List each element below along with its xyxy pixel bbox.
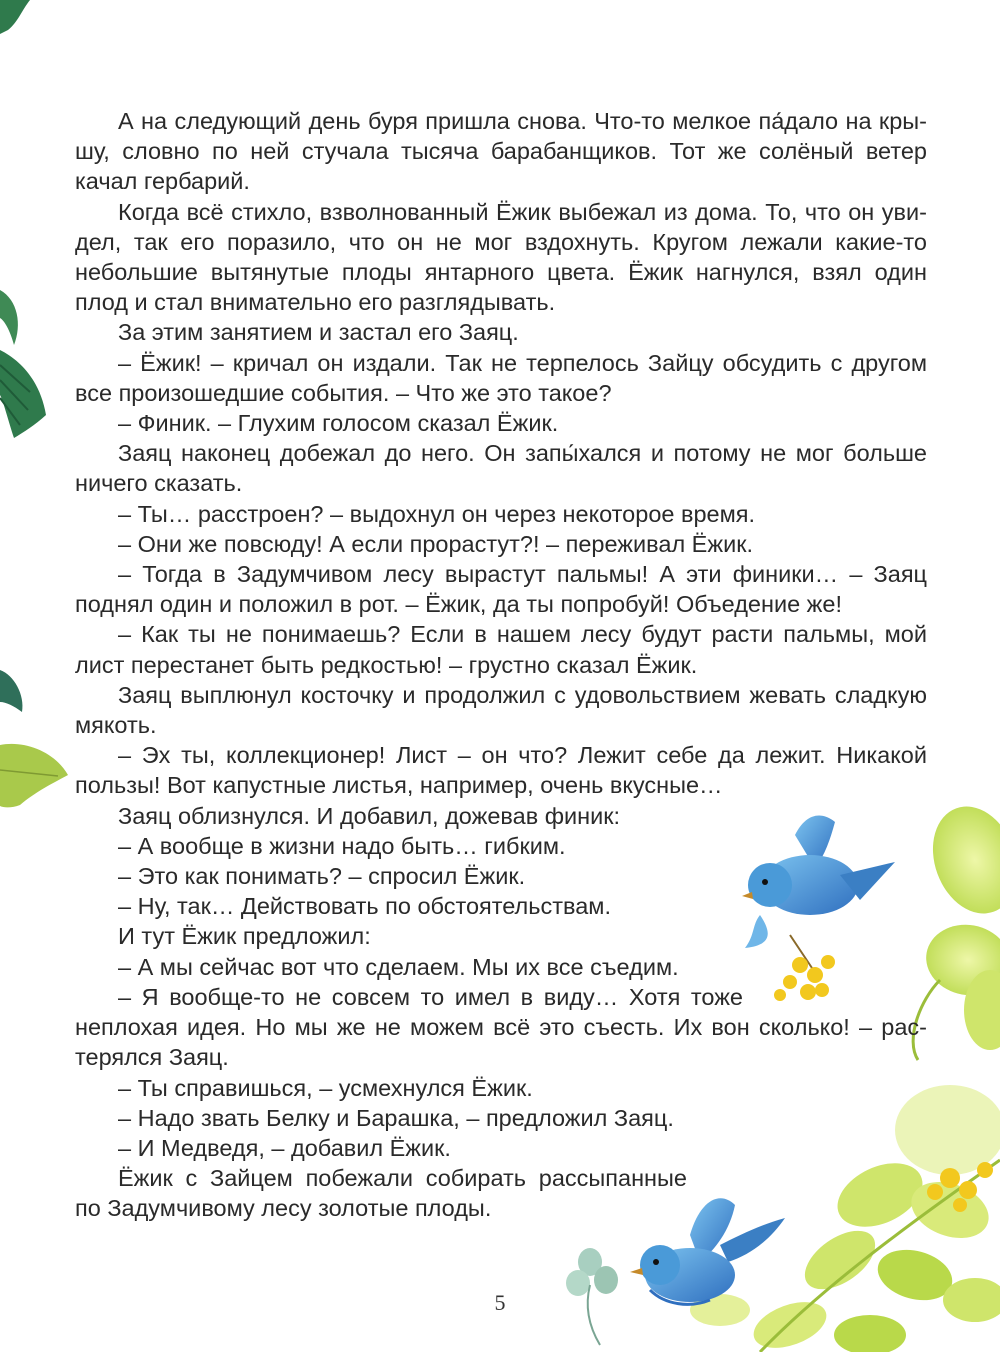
text-line: Ёжик с Зайцем побежали собирать рассыпанные [118, 1165, 687, 1192]
paragraph [75, 619, 927, 679]
text-line: неплохая идея. Но мы же не можем всё это съесть. Их вон сколько! – рас- [75, 1014, 927, 1041]
fir-needles-lower [0, 670, 22, 712]
paragraph [75, 740, 927, 800]
paragraph: – И Медведя, – добавил Ёжик. [118, 1134, 451, 1161]
paragraph [75, 1163, 927, 1223]
paragraph: – Надо звать Белку и Барашка, – предложил Заяц. [118, 1104, 674, 1131]
fir-needles-upper [0, 290, 18, 345]
text-line: – Эх ты, коллекционер! Лист – он что? Лежит себе да лежит. Никакой [118, 742, 927, 769]
paragraph [75, 559, 927, 619]
text-line: пользы! Вот капустные листья, например, очень вкусные… [75, 772, 723, 799]
fir-needles-top [0, 0, 30, 34]
paragraph: – Ты… расстроен? – выдохнул он через некоторое время. [118, 500, 756, 527]
paragraph [75, 438, 927, 498]
text-line: Заяц наконец добежал до него. Он запы́хался и потому не мог больше [118, 440, 927, 467]
paragraph: Заяц облизнулся. И добавил, дожевав финик: [118, 802, 621, 829]
text-line: – Тогда в Задумчивом лесу вырастут пальмы! А эти финики… – Заяц [118, 561, 927, 588]
text-line: мякоть. [75, 712, 157, 739]
paragraph: – Это как понимать? – спросил Ёжик. [118, 863, 526, 890]
paragraph [75, 197, 927, 318]
paragraph [75, 680, 927, 740]
paragraph [75, 348, 927, 408]
text-line: дел, так его поразило, что он не мог вздохнуть. Кругом лежали какие-то [75, 228, 927, 255]
text-line: – Как ты не понимаешь? Если в нашем лесу будут расти пальмы, мой [118, 621, 927, 648]
text-line: поднял один и положил в рот. – Ёжик, да ты попробуй! Объедение же! [75, 591, 842, 618]
text-line: А на следующий день буря пришла снова. Что-то мелкое па́дало на кры- [118, 108, 927, 134]
text-line: ничего сказать. [75, 470, 243, 497]
text-line: качал гербарий. [75, 168, 250, 195]
text-line: терялся Заяц. [75, 1044, 229, 1071]
page-number: 5 [494, 1290, 506, 1315]
story-text [75, 106, 927, 1224]
paragraph: – Ты справишься, – усмехнулся Ёжик. [118, 1074, 533, 1101]
text-line: – Ёжик! – кричал он издали. Так не терпелось Зайцу обсудить с другом [118, 349, 927, 376]
paragraph: – Финик. – Глухим голосом сказал Ёжик. [118, 410, 559, 437]
paragraph: – А вообще в жизни надо быть… гибким. [118, 832, 566, 859]
text-line: небольшие вытянутые плоды янтарного цвета. Ёжик нагнулся, взял один [75, 259, 927, 286]
text-line: все произошедшие события. – Что же это такое? [75, 379, 612, 406]
paragraph: – Ну, так… Действовать по обстоятельствам. [118, 893, 611, 920]
paragraph: И тут Ёжик предложил: [118, 923, 371, 950]
fir-needles-middle [0, 350, 46, 438]
text-line: лист перестанет быть редкостью! – грустно сказал Ёжик. [75, 651, 698, 678]
paragraph: – А мы сейчас вот что сделаем. Мы их все съедим. [118, 953, 679, 980]
text-line: шу, словно по ней стучала тысяча барабанщиков. Тот же солёный ветер [75, 138, 927, 165]
text-line: Заяц выплюнул косточку и продолжил с удовольствием жевать сладкую [118, 681, 927, 708]
text-line: Когда всё стихло, взволнованный Ёжик выбежал из дома. То, что он уви- [118, 198, 927, 225]
fir-branch-illustration [0, 0, 68, 807]
text-line: – Я вообще-то не совсем то имел в виду… Хотя тоже [118, 983, 743, 1010]
text-line: по Задумчивому лесу золотые плоды. [75, 1195, 492, 1222]
text-line: плод и стал внимательно его разглядывать. [75, 289, 556, 316]
paragraph: За этим занятием и застал его Заяц. [118, 319, 519, 346]
paragraph [75, 106, 927, 197]
paragraph: – Они же повсюду! А если прорастут?! – переживал Ёжик. [118, 530, 754, 557]
paragraph [75, 982, 927, 1073]
